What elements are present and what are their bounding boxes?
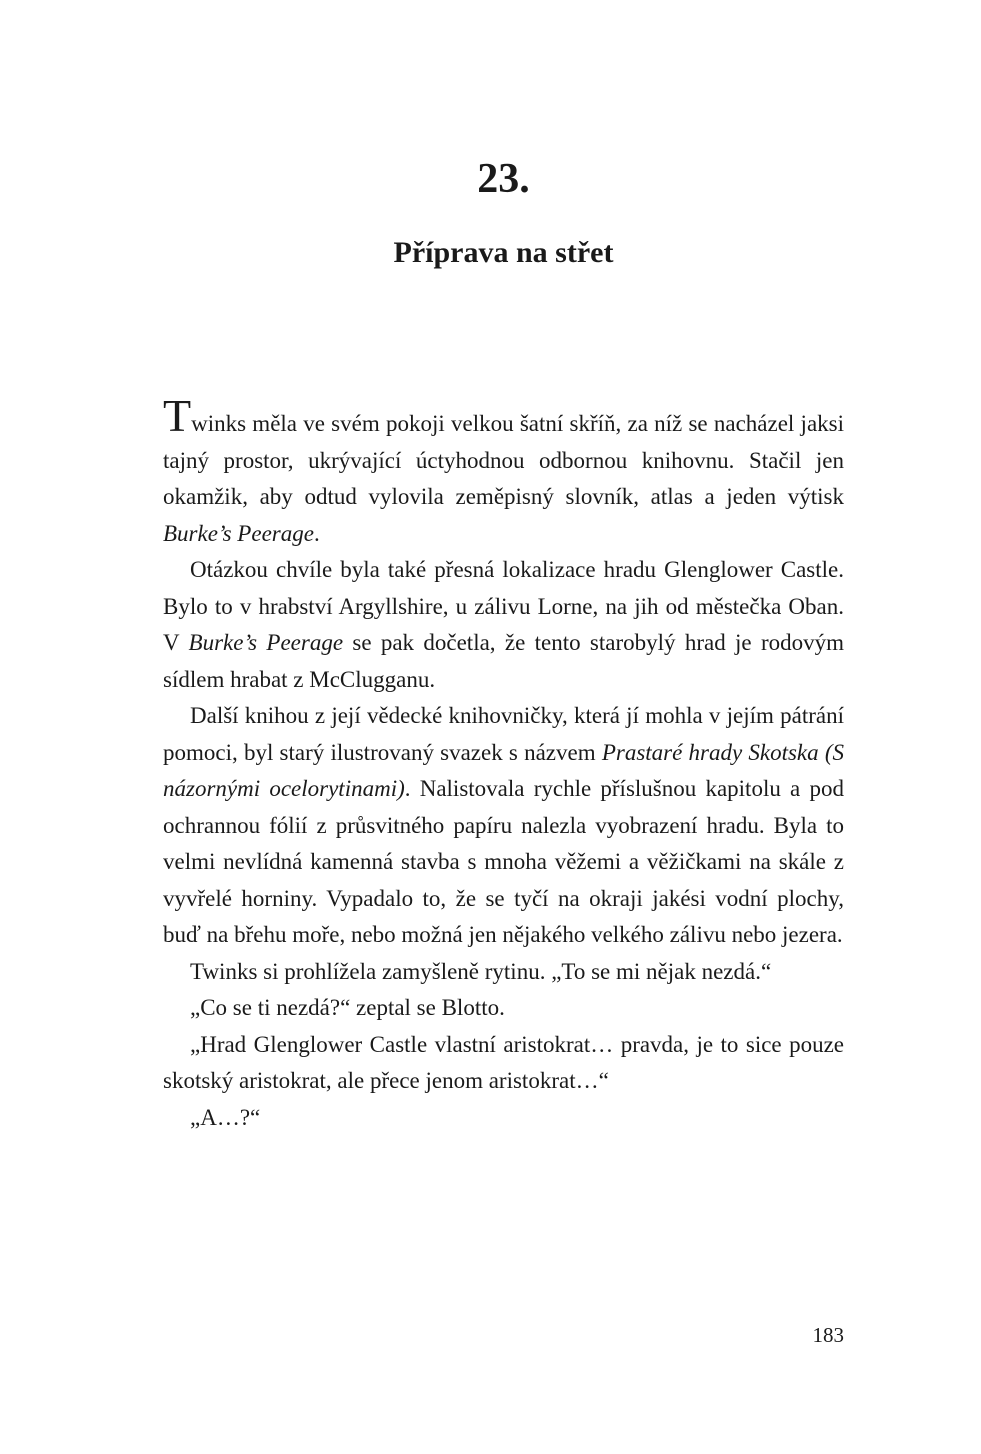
paragraph — [163, 552, 844, 698]
italic-text: Prastaré hrady Skotska (S názornými ocelorytinami) — [163, 739, 845, 801]
body-text: „Co se ti nezdá?“ zeptal se Blotto. — [190, 995, 505, 1020]
body-text: Otázkou chvíle byla také přesná lokalizace hradu Glenglower Castle. Bylo to v hrabství Argyllshire, u zálivu Lorne, na jih od městečka Oban. V — [163, 557, 844, 655]
italic-text: Burke’s Peerage — [188, 630, 344, 655]
paragraph — [163, 390, 844, 552]
chapter-number: 23. — [477, 156, 530, 202]
chapter-title: Příprava na střet — [393, 236, 614, 269]
body-text: Další knihou z její vědecké knihovničky, která jí mohla v jejím pátrání pomoci, byl starý ilustrovaný svazek s názvem — [163, 703, 844, 765]
paragraph — [163, 698, 844, 954]
body-text: Twinks si prohlížela zamyšleně rytinu. „To se mi nějak nezdá.“ — [190, 958, 772, 984]
paragraphs — [163, 390, 845, 1136]
body-text: „Hrad Glenglower Castle vlastní aristokrat… pravda, je to sice pouze skotský aristokrat, ale přece jenom aristokrat…“ — [163, 1031, 844, 1093]
body-text: se pak dočetla, že tento starobylý hrad je rodovým sídlem hrabat z McClugganu. — [163, 630, 845, 692]
body-text: . — [313, 520, 320, 546]
paragraph — [163, 990, 844, 1027]
drop-cap: T — [163, 390, 192, 441]
paragraph — [163, 1027, 844, 1100]
italic-text: Burke’s Peerage — [163, 520, 314, 546]
paragraph — [163, 954, 844, 991]
body-text: „A…?“ — [190, 1104, 261, 1130]
paragraph — [163, 1100, 844, 1137]
body-text: winks měla ve svém pokoji velkou šatní skříň, za níž se nacházel jaksi tajný prostor, ukrývající úctyhodnou odbornou knihovnu. Stačil jen okamžik, aby odtud vylovila zeměpisný slovník, atlas a jeden výtisk — [163, 411, 844, 509]
body-text: . Nalistovala rychle příslušnou kapitolu a pod ochrannou fólií z průsvitného papíru nalezla vyobrazení hradu. Byla to velmi nevlídná kamenná stavba s mnoha věžemi a věžičkami na skále z vyvřelé horniny. Vypadalo to, že se tyčí na okraji jakési vodní plochy, buď na břehu moře, nebo možná jen nějakého velkého zálivu nebo jezera. — [163, 776, 844, 947]
page-number: 183 — [812, 1323, 844, 1347]
